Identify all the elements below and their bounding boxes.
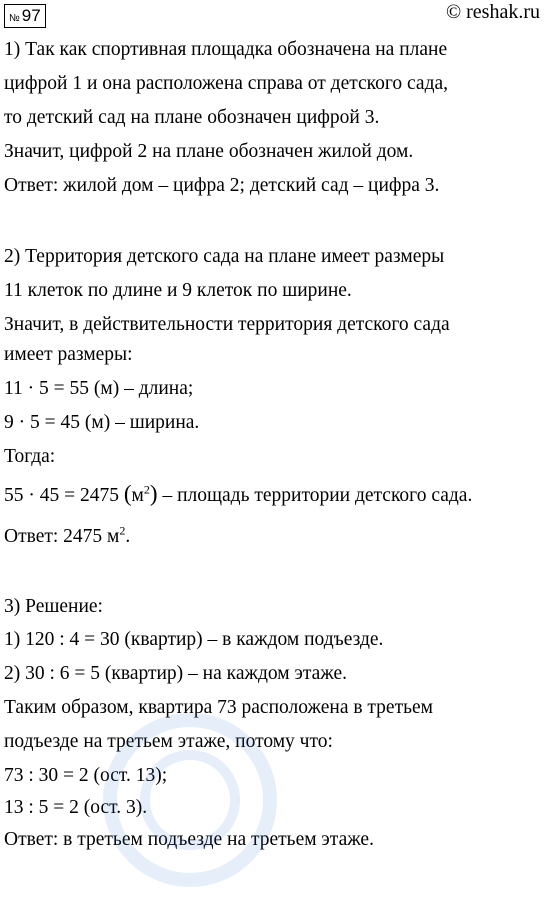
site-credit: © reshak.ru	[445, 1, 540, 23]
area-expression: 55 · 45 = 2475	[4, 485, 119, 506]
formula-line: 11 · 5 = 55 (м) – длина;	[4, 378, 194, 399]
unit: м	[131, 485, 144, 506]
number-sign: №	[9, 13, 20, 24]
text-line: Значит, цифрой 2 на плане обозначен жилой дом.	[4, 141, 414, 162]
answer-line: Ответ: жилой дом – цифра 2; детский сад – цифра 3.	[4, 175, 440, 196]
text-line: цифрой 1 и она расположена справа от детского сада,	[4, 73, 449, 94]
answer-line: Ответ: в третьем подъезде на третьем этаже.	[4, 829, 374, 850]
answer-exponent: 2	[119, 523, 126, 538]
answer-text: Ответ: 2475 м	[4, 526, 120, 547]
formula-line: 2) 30 : 6 = 5 (квартир) – на каждом этаже.	[4, 663, 347, 684]
formula-line: 1) 120 : 4 = 30 (квартир) – в каждом подъезде.	[4, 629, 384, 650]
area-description: – площадь территории детского сада.	[162, 485, 473, 506]
text-line: Таким образом, квартира 73 расположена в третьем	[4, 697, 433, 718]
text-line: то детский сад на плане обозначен цифрой 3.	[4, 107, 380, 128]
problem-number-badge	[4, 4, 46, 28]
text-line: Значит, в действительности территория детского сада	[4, 314, 450, 335]
answer-line	[4, 524, 130, 550]
unit-exponent: 2	[143, 482, 150, 497]
formula-line: 73 : 30 = 2 (ост. 13);	[4, 765, 168, 786]
text-line: 2) Территория детского сада на плане имеет размеры	[4, 246, 445, 267]
answer-period: .	[125, 526, 131, 547]
formula-line: 13 : 5 = 2 (ост. 3).	[4, 797, 148, 818]
problem-number: 97	[21, 6, 41, 25]
text-line: 3) Решение:	[4, 596, 103, 617]
text-line: 1) Так как спортивная площадка обозначена на плане	[4, 39, 448, 60]
formula-line: 9 · 5 = 45 (м) – ширина.	[4, 412, 200, 433]
area-formula-line: 55 · 45 = 2475 $(м^2)$ – площадь территории детского сада.	[4, 481, 473, 506]
text-line: имеет размеры:	[4, 344, 133, 365]
text-line: Тогда:	[4, 446, 56, 467]
text-line: подъезде на третьем этаже, потому что:	[4, 731, 333, 752]
text-line: 11 клеток по длине и 9 клеток по ширине.	[4, 280, 352, 301]
